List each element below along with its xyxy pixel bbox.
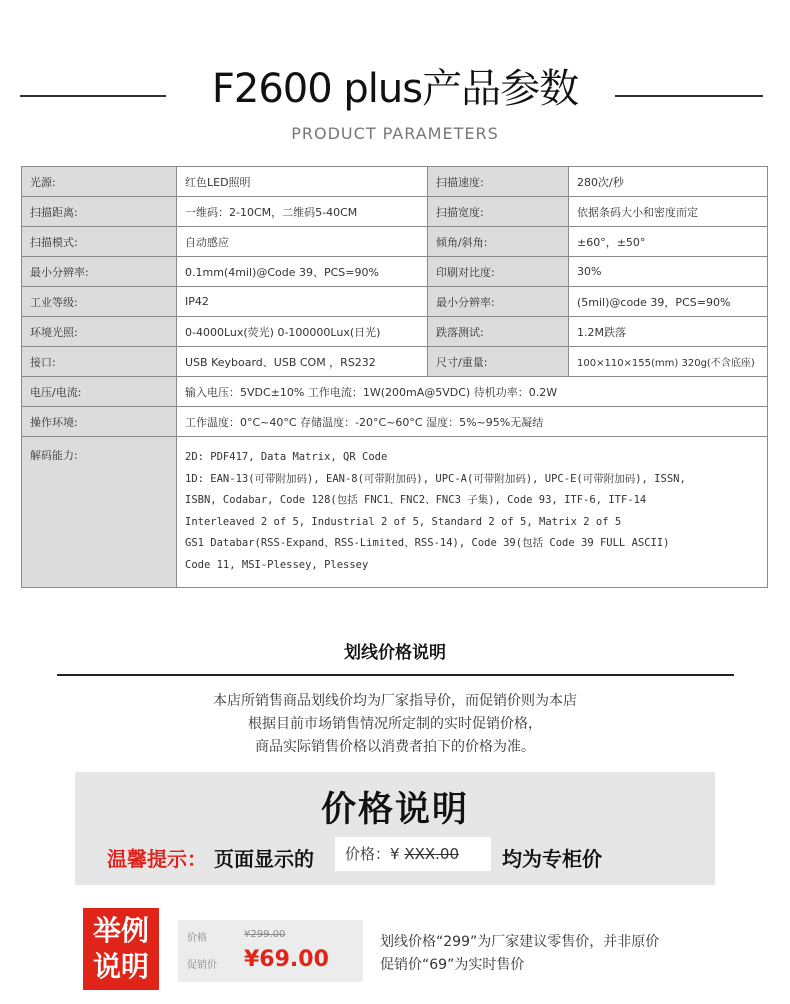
example-price-label: 价格 [187,933,207,944]
example-price-card [178,920,363,982]
spec-label: 跌落测试: [428,317,569,347]
spec-value: 0-4000Lux(荧光) 0-100000Lux(日光) [177,317,428,347]
spec-value: 30% [569,257,768,287]
strike-desc-line: 商品实际销售价格以消费者拍下的价格为准。 [255,739,535,755]
spec-label: 印刷对比度: [428,257,569,287]
page-subtitle: PRODUCT PARAMETERS [291,124,499,143]
spec-label: 工业等级: [22,287,177,317]
spec-value: 依据条码大小和密度而定 [569,197,768,227]
spec-value: 100×110×155(mm) 320g(不含底座) [569,347,768,377]
spec-label: 操作环境: [22,407,177,437]
spec-value: 工作温度：0°C~40°C 存储温度：-20°C~60°C 湿度：5%~95%无凝结 [177,407,768,437]
badge-line: 举例 [92,914,149,947]
spec-label: 接口: [22,347,177,377]
table-row [22,377,768,407]
spec-value: (5mil)@code 39，PCS=90% [569,287,768,317]
spec-label: 扫描宽度: [428,197,569,227]
spec-label: 环境光照: [22,317,177,347]
spec-label: 解码能力: [22,437,177,588]
example-sale-label: 促销价 [187,960,217,971]
badge-line: 说明 [92,950,149,983]
spec-label: 最小分辨率: [22,257,177,287]
decode-line: 2D: PDF417, Data Matrix, QR Code [185,451,388,463]
table-row [22,287,768,317]
decode-line: Code 11, MSI-Plessey, Plessey [185,558,369,571]
tip-end: 均为专柜价 [502,847,602,871]
decode-line: Interleaved 2 of 5, Industrial 2 of 5, Standard 2 of 5, Matrix 2 of 5 [185,515,622,528]
price-box-value: XXX.00 [404,845,459,863]
spec-value: ±60°，±50° [569,227,768,257]
spec-value: IP42 [177,287,428,317]
spec-value: 红色LED照明 [177,167,428,197]
table-row [22,167,768,197]
table-row [22,347,768,377]
decode-line: GS1 Databar(RSS-Expand、RSS-Limited、RSS-14), Code 39(包括 Code 39 FULL ASCII) [185,537,670,549]
example-note: 划线价格“299”为厂家建议零售价，并非原价 [380,934,660,950]
spec-label: 扫描距离: [22,197,177,227]
strike-desc-line: 本店所销售商品划线价均为厂家指导价，而促销价则为本店 [213,693,577,709]
spec-value: 自动感应 [177,227,428,257]
example-note: 促销价“69”为实时售价 [380,957,525,973]
price-box-prefix: 价格：¥ [345,845,405,863]
spec-label: 扫描模式: [22,227,177,257]
decode-line: ISBN, Codabar, Code 128(包括 FNC1、FNC2、FNC3 子集), Code 93, ITF-6, ITF-14 [185,494,647,506]
decode-capability [177,437,768,588]
example-original-price: ¥299.00 [244,929,286,940]
spec-value: 一维码：2-10CM，二维码5-40CM [177,197,428,227]
table-row [22,437,768,588]
table-row [22,197,768,227]
spec-label: 倾角/斜角: [428,227,569,257]
spec-value: 280次/秒 [569,167,768,197]
section-divider [57,674,734,676]
page-title: F2600 plus产品参数 [211,66,579,112]
spec-table [21,166,768,588]
tip-label: 温馨提示： [107,847,207,871]
table-row [22,317,768,347]
strike-price-title: 划线价格说明 [344,643,446,663]
table-row [22,227,768,257]
table-row [22,257,768,287]
price-panel [75,772,715,885]
spec-value: USB Keyboard、USB COM ，RS232 [177,347,428,377]
spec-label: 电压/电流: [22,377,177,407]
table-row [22,407,768,437]
spec-value: 0.1mm(4mil)@Code 39、PCS=90% [177,257,428,287]
spec-value: 1.2M跌落 [569,317,768,347]
spec-label: 尺寸/重量: [428,347,569,377]
sample-price-box [335,837,491,871]
example-sale-price: ¥69.00 [244,947,329,972]
spec-label: 光源: [22,167,177,197]
strike-desc-line: 根据目前市场销售情况所定制的实时促销价格， [248,716,542,732]
price-panel-title: 价格说明 [320,790,469,830]
decode-line: 1D: EAN-13(可带附加码), EAN-8(可带附加码), UPC-A(可带附加码), UPC-E(可带附加码), ISSN, [185,472,686,485]
tip-text: 页面显示的 [214,847,314,871]
spec-value: 输入电压：5VDC±10% 工作电流：1W(200mA@5VDC) 待机功率：0.2W [177,377,768,407]
spec-label: 扫描速度: [428,167,569,197]
example-badge [83,908,159,990]
spec-label: 最小分辨率: [428,287,569,317]
